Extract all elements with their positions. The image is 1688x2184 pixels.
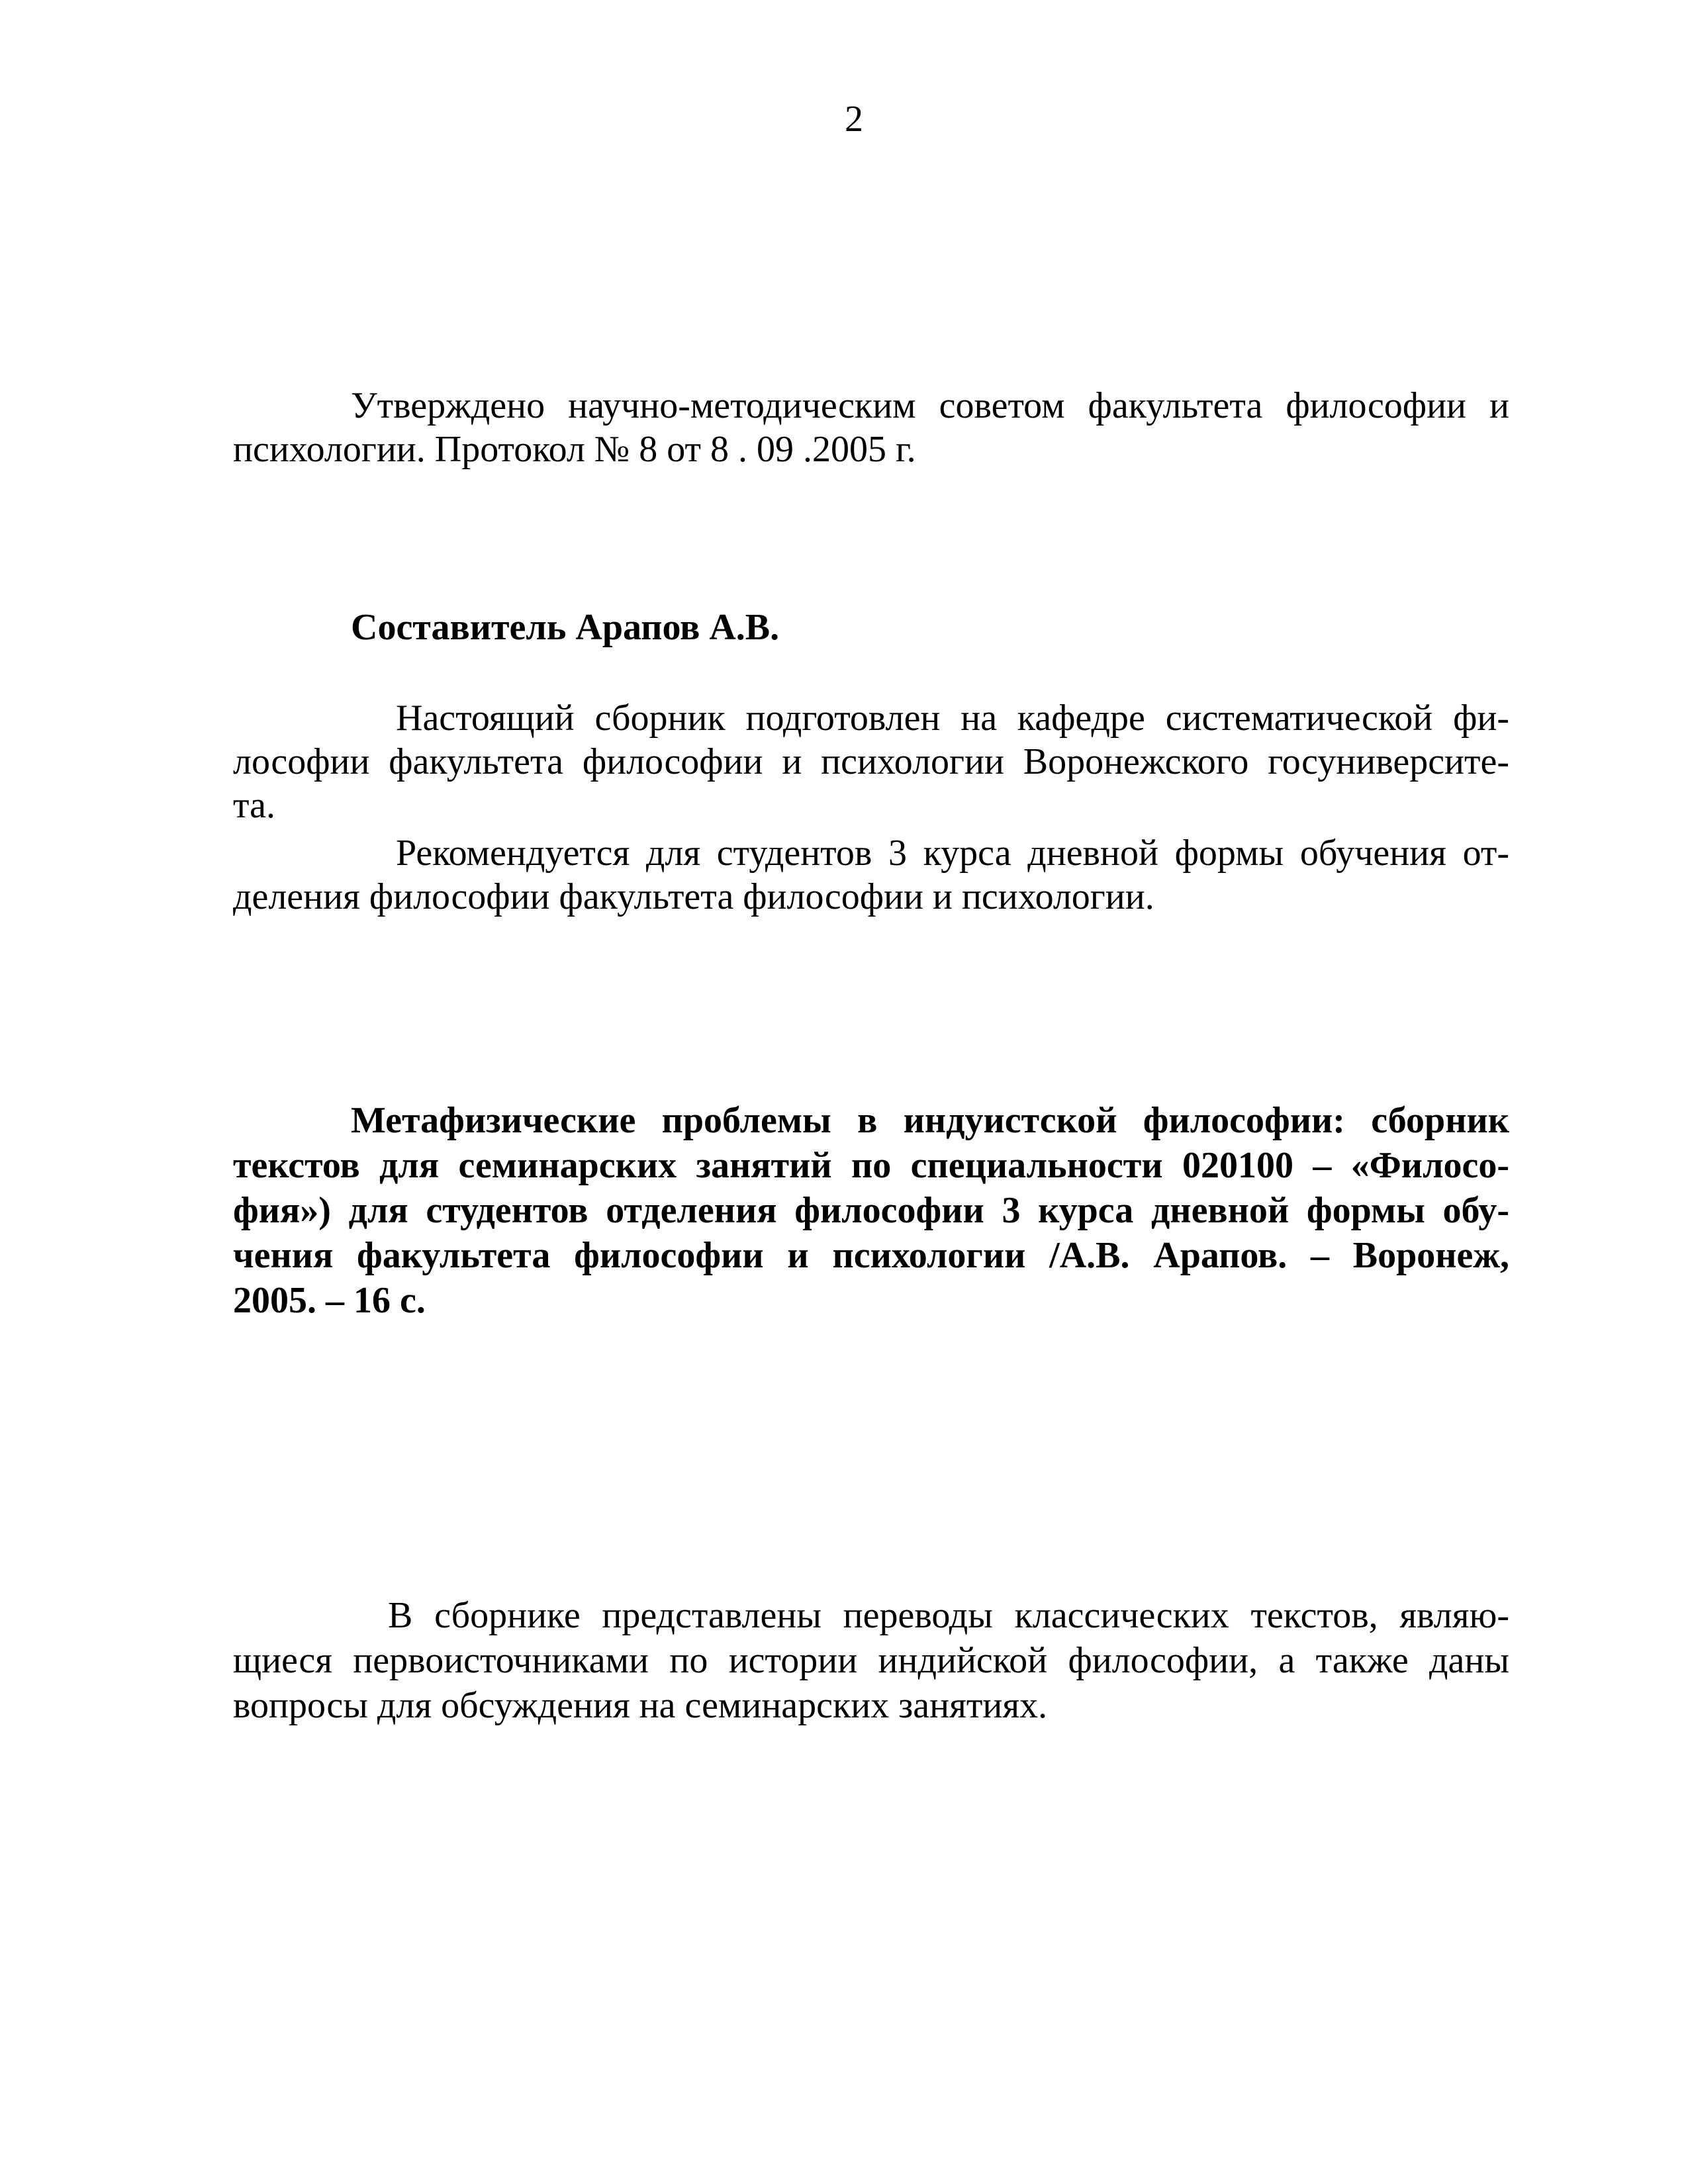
bibliographic-line-1: Метафизические проблемы в индуистской философии: сборник — [351, 1100, 1509, 1141]
annotation-line-2: щиеся первоисточниками по истории индийской философии, а также даны — [233, 1640, 1509, 1681]
recommendation-line-2: деления философии факультета философии и психологии. — [233, 876, 1154, 917]
annotation-line-3: вопросы для обсуждения на семинарских занятиях. — [233, 1685, 1048, 1726]
annotation-line-1: В сборнике представлены переводы классических текстов, являю- — [388, 1595, 1509, 1636]
approval-line-1: Утверждено научно-методическим советом факультета философии и — [351, 385, 1509, 426]
page-number: 2 — [845, 99, 863, 140]
bibliographic-line-5: 2005. – 16 с. — [233, 1280, 426, 1321]
prepared-note-line-3: та. — [233, 785, 276, 826]
approval-line-2: психологии. Протокол № 8 от 8 . 09 .2005 г. — [233, 429, 916, 470]
bibliographic-line-4: чения факультета философии и психологии /А.В. Арапов. – Воронеж, — [233, 1235, 1509, 1276]
compiler-line: Составитель Арапов А.В. — [351, 607, 780, 648]
bibliographic-line-3: фия») для студентов отделения философии 3 курса дневной формы обу- — [233, 1190, 1509, 1231]
bibliographic-line-2: текстов для семинарских занятий по специальности 020100 – «Филосо- — [233, 1145, 1509, 1186]
recommendation-line-1: Рекомендуется для студентов 3 курса дневной формы обучения от- — [396, 833, 1509, 874]
prepared-note-line-1: Настоящий сборник подготовлен на кафедре систематической фи- — [396, 698, 1509, 739]
prepared-note-line-2: лософии факультета философии и психологии Воронежского госуниверсите- — [233, 741, 1509, 782]
